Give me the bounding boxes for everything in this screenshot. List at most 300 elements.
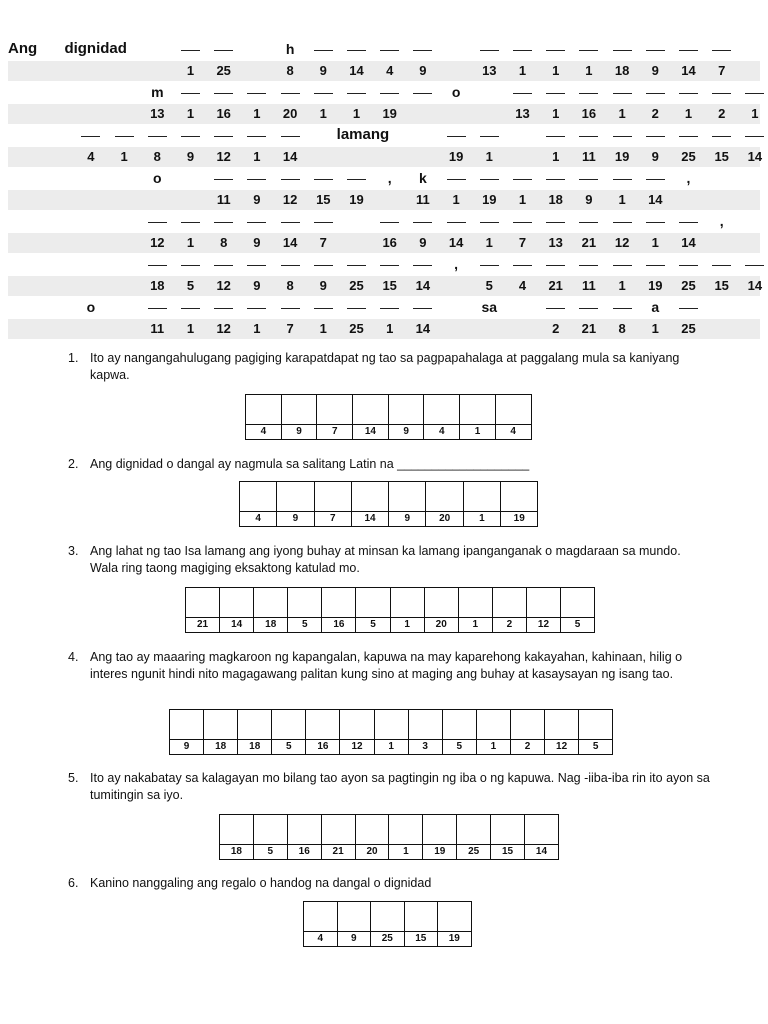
cipher-number: 9 [319,63,327,78]
code-number: 16 [306,739,339,754]
cipher-number: 1 [186,321,195,336]
answer-cell [322,815,356,859]
cipher-number: 25 [681,278,696,293]
code-number: 20 [356,844,389,859]
answer-blank[interactable] [480,265,499,266]
cipher-number: 1 [485,149,493,164]
answer-letter-slot[interactable] [424,395,459,424]
puzzle-letter-row [8,167,760,190]
answer-blank[interactable] [646,179,665,180]
code-number: 7 [315,511,351,526]
answer-blank[interactable] [281,136,300,137]
cipher-number: 13 [515,106,530,121]
cipher-number: 8 [220,235,228,250]
answer-blank[interactable] [413,93,432,94]
answer-letter-slot[interactable] [340,710,373,739]
cipher-number: 14 [282,149,298,164]
answer-blank[interactable] [513,50,532,51]
answer-letter-slot[interactable] [405,902,438,931]
answer-box [239,481,538,527]
answer-letter-slot[interactable] [338,902,371,931]
answer-letter-slot[interactable] [254,815,287,844]
answer-blank[interactable] [413,222,432,223]
cipher-number: 11 [150,321,165,336]
answer-blank[interactable] [247,93,266,94]
answer-blank[interactable] [347,50,366,51]
answer-blank[interactable] [712,136,731,137]
answer-letter-slot[interactable] [409,710,442,739]
answer-blank[interactable] [347,93,366,94]
cipher-number: 16 [382,235,397,250]
answer-blank[interactable] [679,265,698,266]
answer-letter-slot[interactable] [501,482,537,511]
answer-letter-slot[interactable] [371,902,404,931]
answer-blank[interactable] [214,222,233,223]
answer-blank[interactable] [613,308,632,309]
answer-blank[interactable] [181,136,200,137]
answer-cell [254,588,288,632]
answer-blank[interactable] [579,222,598,223]
cipher-number: 1 [651,321,659,336]
answer-cell [561,588,594,632]
answer-cell [426,482,463,526]
cipher-number: 4 [518,278,527,293]
answer-blank[interactable] [613,136,632,137]
answer-cell [389,482,426,526]
answer-blank[interactable] [546,50,565,51]
answer-blank[interactable] [646,136,665,137]
answer-letter-slot[interactable] [356,588,389,617]
answer-blank[interactable] [380,93,399,94]
answer-blank[interactable] [712,50,731,51]
code-number: 18 [204,739,237,754]
code-number: 9 [389,424,424,439]
answer-letter-slot[interactable] [579,710,612,739]
code-number: 18 [238,739,271,754]
answer-letter-slot[interactable] [423,815,456,844]
code-number: 2 [493,617,526,632]
answer-blank[interactable] [447,222,466,223]
answer-cell [371,902,405,946]
answer-letter-slot[interactable] [545,710,578,739]
answer-letter-slot[interactable] [425,588,458,617]
puzzle-letter-row [8,253,760,276]
cipher-number: 2 [718,106,726,121]
cipher-number: 1 [120,149,128,164]
answer-blank[interactable] [546,265,565,266]
answer-letter-slot[interactable] [389,482,425,511]
answer-letter-slot[interactable] [352,482,388,511]
answer-blank[interactable] [546,136,565,137]
cipher-number: 18 [548,192,563,207]
answer-blank[interactable] [247,136,266,137]
answer-blank[interactable] [148,265,167,266]
question-number: 5. [68,771,79,785]
answer-blank[interactable] [281,265,300,266]
answer-letter-slot[interactable] [288,588,321,617]
code-number: 9 [389,511,425,526]
answer-letter-slot[interactable] [443,710,476,739]
answer-blank[interactable] [513,93,532,94]
cipher-number: 1 [452,192,460,207]
code-number: 9 [338,931,371,946]
answer-letter-slot[interactable] [315,482,351,511]
cipher-number: 20 [282,106,298,121]
puzzle-number-row [8,276,763,296]
answer-blank[interactable] [247,265,266,266]
answer-blank[interactable] [314,179,333,180]
puzzle-number-row [8,319,760,339]
answer-blank[interactable] [613,179,632,180]
puzzle-letter: k [418,170,427,186]
cipher-number: 14 [448,235,464,250]
answer-letter-slot[interactable] [561,588,594,617]
cipher-number: 14 [747,278,763,293]
answer-letter-slot[interactable] [459,588,492,617]
answer-blank[interactable] [148,222,167,223]
answer-letter-slot[interactable] [238,710,271,739]
answer-blank[interactable] [314,265,333,266]
answer-blank[interactable] [679,136,698,137]
answer-blank[interactable] [380,265,399,266]
answer-blank[interactable] [679,308,698,309]
cipher-number: 9 [186,149,195,164]
answer-cell [317,395,353,439]
answer-blank[interactable] [679,93,698,94]
answer-blank[interactable] [480,136,499,137]
answer-letter-slot[interactable] [317,395,352,424]
answer-cell [460,395,496,439]
answer-letter-slot[interactable] [426,482,462,511]
answer-blank[interactable] [712,93,731,94]
answer-blank[interactable] [646,93,665,94]
answer-blank[interactable] [380,222,399,223]
cipher-number: 19 [382,106,397,121]
answer-letter-slot[interactable] [322,588,355,617]
cipher-number: 1 [518,192,527,207]
answer-blank[interactable] [413,50,432,51]
cipher-number: 14 [415,278,431,293]
cipher-number: 5 [485,278,493,293]
answer-letter-slot[interactable] [477,710,510,739]
code-number: 14 [220,617,253,632]
cipher-number: 7 [518,235,527,250]
cipher-number: 1 [552,149,560,164]
answer-letter-slot[interactable] [204,710,237,739]
answer-letter-slot[interactable] [272,710,305,739]
answer-blank[interactable] [679,222,698,223]
answer-letter-slot[interactable] [464,482,500,511]
answer-blank[interactable] [579,308,598,309]
answer-letter-slot[interactable] [170,710,203,739]
cipher-number: 12 [216,321,231,336]
cipher-number: 18 [614,63,630,78]
answer-blank[interactable] [214,308,233,309]
answer-blank[interactable] [214,93,233,94]
puzzle-letter: o [451,84,461,100]
answer-blank[interactable] [546,93,565,94]
cipher-number: 25 [216,63,231,78]
cipher-number: 9 [253,192,261,207]
answer-blank[interactable] [712,265,731,266]
answer-blank[interactable] [513,179,532,180]
answer-cell [389,395,425,439]
answer-cell [288,588,322,632]
code-number: 16 [322,617,355,632]
answer-blank[interactable] [613,93,632,94]
cipher-number: 8 [153,149,161,164]
answer-blank[interactable] [347,265,366,266]
cipher-number: 1 [485,235,493,250]
answer-blank[interactable] [181,308,200,309]
puzzle-letter: o [153,170,162,186]
answer-cell [338,902,372,946]
answer-letter-slot[interactable] [246,395,281,424]
code-number: 21 [186,617,219,632]
answer-blank[interactable] [613,50,632,51]
puzzle-number-row [8,190,760,210]
answer-letter-slot[interactable] [375,710,408,739]
answer-blank[interactable] [447,136,466,137]
cipher-number: 14 [648,192,663,207]
cipher-number: 1 [552,106,560,121]
code-number: 25 [371,931,404,946]
answer-letter-slot[interactable] [277,482,313,511]
code-number: 9 [170,739,203,754]
answer-box [303,901,472,947]
cipher-number: 1 [352,106,361,121]
answer-letter-slot[interactable] [254,588,287,617]
answer-blank[interactable] [480,179,499,180]
answer-blank[interactable] [181,222,200,223]
cipher-number: 12 [282,192,298,207]
answer-blank[interactable] [513,265,532,266]
cipher-number: 14 [349,63,364,78]
code-number: 1 [375,739,408,754]
puzzle-line [8,38,760,81]
cipher-number: 14 [282,235,298,250]
code-number: 9 [277,511,313,526]
answer-cell [306,710,340,754]
answer-letter-slot[interactable] [304,902,337,931]
answer-cell [457,815,491,859]
answer-letter-slot[interactable] [186,588,219,617]
answer-blank[interactable] [148,136,167,137]
cipher-number: 8 [286,278,294,293]
answer-box [169,709,613,755]
answer-blank[interactable] [281,222,300,223]
answer-cell [496,395,531,439]
answer-letter-slot[interactable] [491,815,524,844]
answer-blank[interactable] [646,222,665,223]
answer-blank[interactable] [413,308,432,309]
answer-blank[interactable] [148,308,167,309]
code-number: 4 [240,511,276,526]
answer-letter-slot[interactable] [525,815,558,844]
answer-blank[interactable] [81,136,100,137]
answer-blank[interactable] [579,136,598,137]
answer-letter-slot[interactable] [240,482,276,511]
answer-blank[interactable] [745,265,764,266]
answer-blank[interactable] [546,179,565,180]
cipher-number: 25 [681,149,696,164]
answer-letter-slot[interactable] [389,395,424,424]
cipher-number: 1 [319,321,327,336]
answer-cell [356,588,390,632]
question-text: Ito ay nangangahulugang pagiging karapatdapat ng tao sa pagpapahalaga at paggalang mula sa kaniyang kapwa. [90,351,680,382]
answer-box [245,394,532,440]
answer-cell [186,588,220,632]
cipher-number: 9 [253,235,261,250]
cipher-number: 7 [286,321,294,336]
answer-cell [525,815,558,859]
answer-blank[interactable] [347,308,366,309]
cipher-number: 13 [548,235,563,250]
cipher-number: 1 [552,63,560,78]
cipher-number: 9 [419,235,427,250]
answer-blank[interactable] [745,93,764,94]
answer-blank[interactable] [247,308,266,309]
cipher-number: 4 [87,149,95,164]
answer-cell [272,710,306,754]
answer-blank[interactable] [347,179,366,180]
code-number: 25 [457,844,490,859]
answer-letter-slot[interactable] [527,588,560,617]
answer-blank[interactable] [513,222,532,223]
cipher-number: 1 [186,63,195,78]
answer-blank[interactable] [214,50,233,51]
answer-letter-slot[interactable] [322,815,355,844]
answer-letter-slot[interactable] [353,395,388,424]
answer-blank[interactable] [314,222,333,223]
answer-blank[interactable] [613,265,632,266]
cipher-number: 25 [349,278,364,293]
answer-cell [220,588,254,632]
answer-letter-slot[interactable] [438,902,471,931]
cipher-number: 14 [415,321,431,336]
answer-blank[interactable] [480,222,499,223]
puzzle-letter: , [686,170,691,186]
answer-blank[interactable] [646,50,665,51]
question-text: Kanino nanggaling ang regalo o handog na dangal o dignidad [90,876,432,890]
answer-cell [352,482,389,526]
answer-blank[interactable] [181,50,200,51]
answer-letter-slot[interactable] [306,710,339,739]
answer-blank[interactable] [413,265,432,266]
puzzle-letter: , [719,213,724,229]
question-text: Ang tao ay maaaring magkaroon ng kapangalan, kapuwa na may kaparehong kakayahan, kahinaan, hilig o interes ngunit hindi nito magagawang palitan kung sino at maging ang buhay at kasaysayan ng isang tao. [90,650,683,681]
answer-letter-slot[interactable] [356,815,389,844]
answer-letter-slot[interactable] [220,588,253,617]
answer-letter-slot[interactable] [460,395,495,424]
answer-cell [315,482,352,526]
answer-letter-slot[interactable] [389,815,422,844]
answer-blank[interactable] [247,222,266,223]
cipher-number: 7 [319,235,327,250]
answer-blank[interactable] [181,93,200,94]
answer-letter-slot[interactable] [511,710,544,739]
answer-letter-slot[interactable] [493,588,526,617]
answer-blank[interactable] [546,222,565,223]
cipher-number: 14 [681,235,696,250]
answer-cell [238,710,272,754]
answer-blank[interactable] [214,179,233,180]
puzzle-letter-row [8,296,760,319]
answer-blank[interactable] [613,222,632,223]
code-number: 5 [443,739,476,754]
answer-box [219,814,559,860]
cipher-number: 1 [253,321,261,336]
answer-blank[interactable] [314,93,333,94]
code-number: 9 [282,424,317,439]
answer-letter-slot[interactable] [282,395,317,424]
answer-blank[interactable] [745,136,764,137]
cipher-number: 15 [714,149,729,164]
answer-blank[interactable] [579,93,598,94]
code-number: 1 [459,617,492,632]
answer-blank[interactable] [314,308,333,309]
answer-blank[interactable] [247,179,266,180]
answer-letter-slot[interactable] [391,588,424,617]
cipher-puzzle [8,38,763,339]
puzzle-letter: Ang [8,40,38,57]
answer-cell [322,588,356,632]
answer-blank[interactable] [579,50,598,51]
answer-cell [340,710,374,754]
answer-blank[interactable] [380,50,399,51]
answer-letter-slot[interactable] [288,815,321,844]
answer-blank[interactable] [579,179,598,180]
answer-blank[interactable] [480,50,499,51]
cipher-number: 1 [518,63,527,78]
answer-cell [464,482,501,526]
answer-blank[interactable] [646,265,665,266]
answer-cell [220,815,254,859]
answer-cell [246,395,282,439]
cipher-number: 12 [216,149,231,164]
cipher-number: 8 [286,63,294,78]
answer-blank[interactable] [281,179,300,180]
puzzle-line [8,81,760,124]
cipher-number: 12 [614,235,630,250]
answer-blank[interactable] [214,265,233,266]
cipher-number: 15 [316,192,331,207]
answer-blank[interactable] [546,308,565,309]
answer-blank[interactable] [314,50,333,51]
answer-blank[interactable] [281,308,300,309]
answer-cell [425,588,459,632]
cipher-number: 13 [150,106,165,121]
answer-blank[interactable] [281,93,300,94]
answer-blank[interactable] [181,265,200,266]
answer-cell [304,902,338,946]
answer-blank[interactable] [214,136,233,137]
code-number: 4 [246,424,281,439]
answer-letter-slot[interactable] [457,815,490,844]
answer-blank[interactable] [380,308,399,309]
cipher-number: 1 [386,321,394,336]
cipher-number: 19 [648,278,663,293]
answer-letter-slot[interactable] [496,395,531,424]
puzzle-line [8,124,763,167]
answer-blank[interactable] [679,50,698,51]
answer-blank[interactable] [447,179,466,180]
answer-letter-slot[interactable] [220,815,253,844]
answer-blank[interactable] [579,265,598,266]
code-number: 19 [501,511,537,526]
answer-blank[interactable] [115,136,134,137]
cipher-number: 11 [216,192,231,207]
